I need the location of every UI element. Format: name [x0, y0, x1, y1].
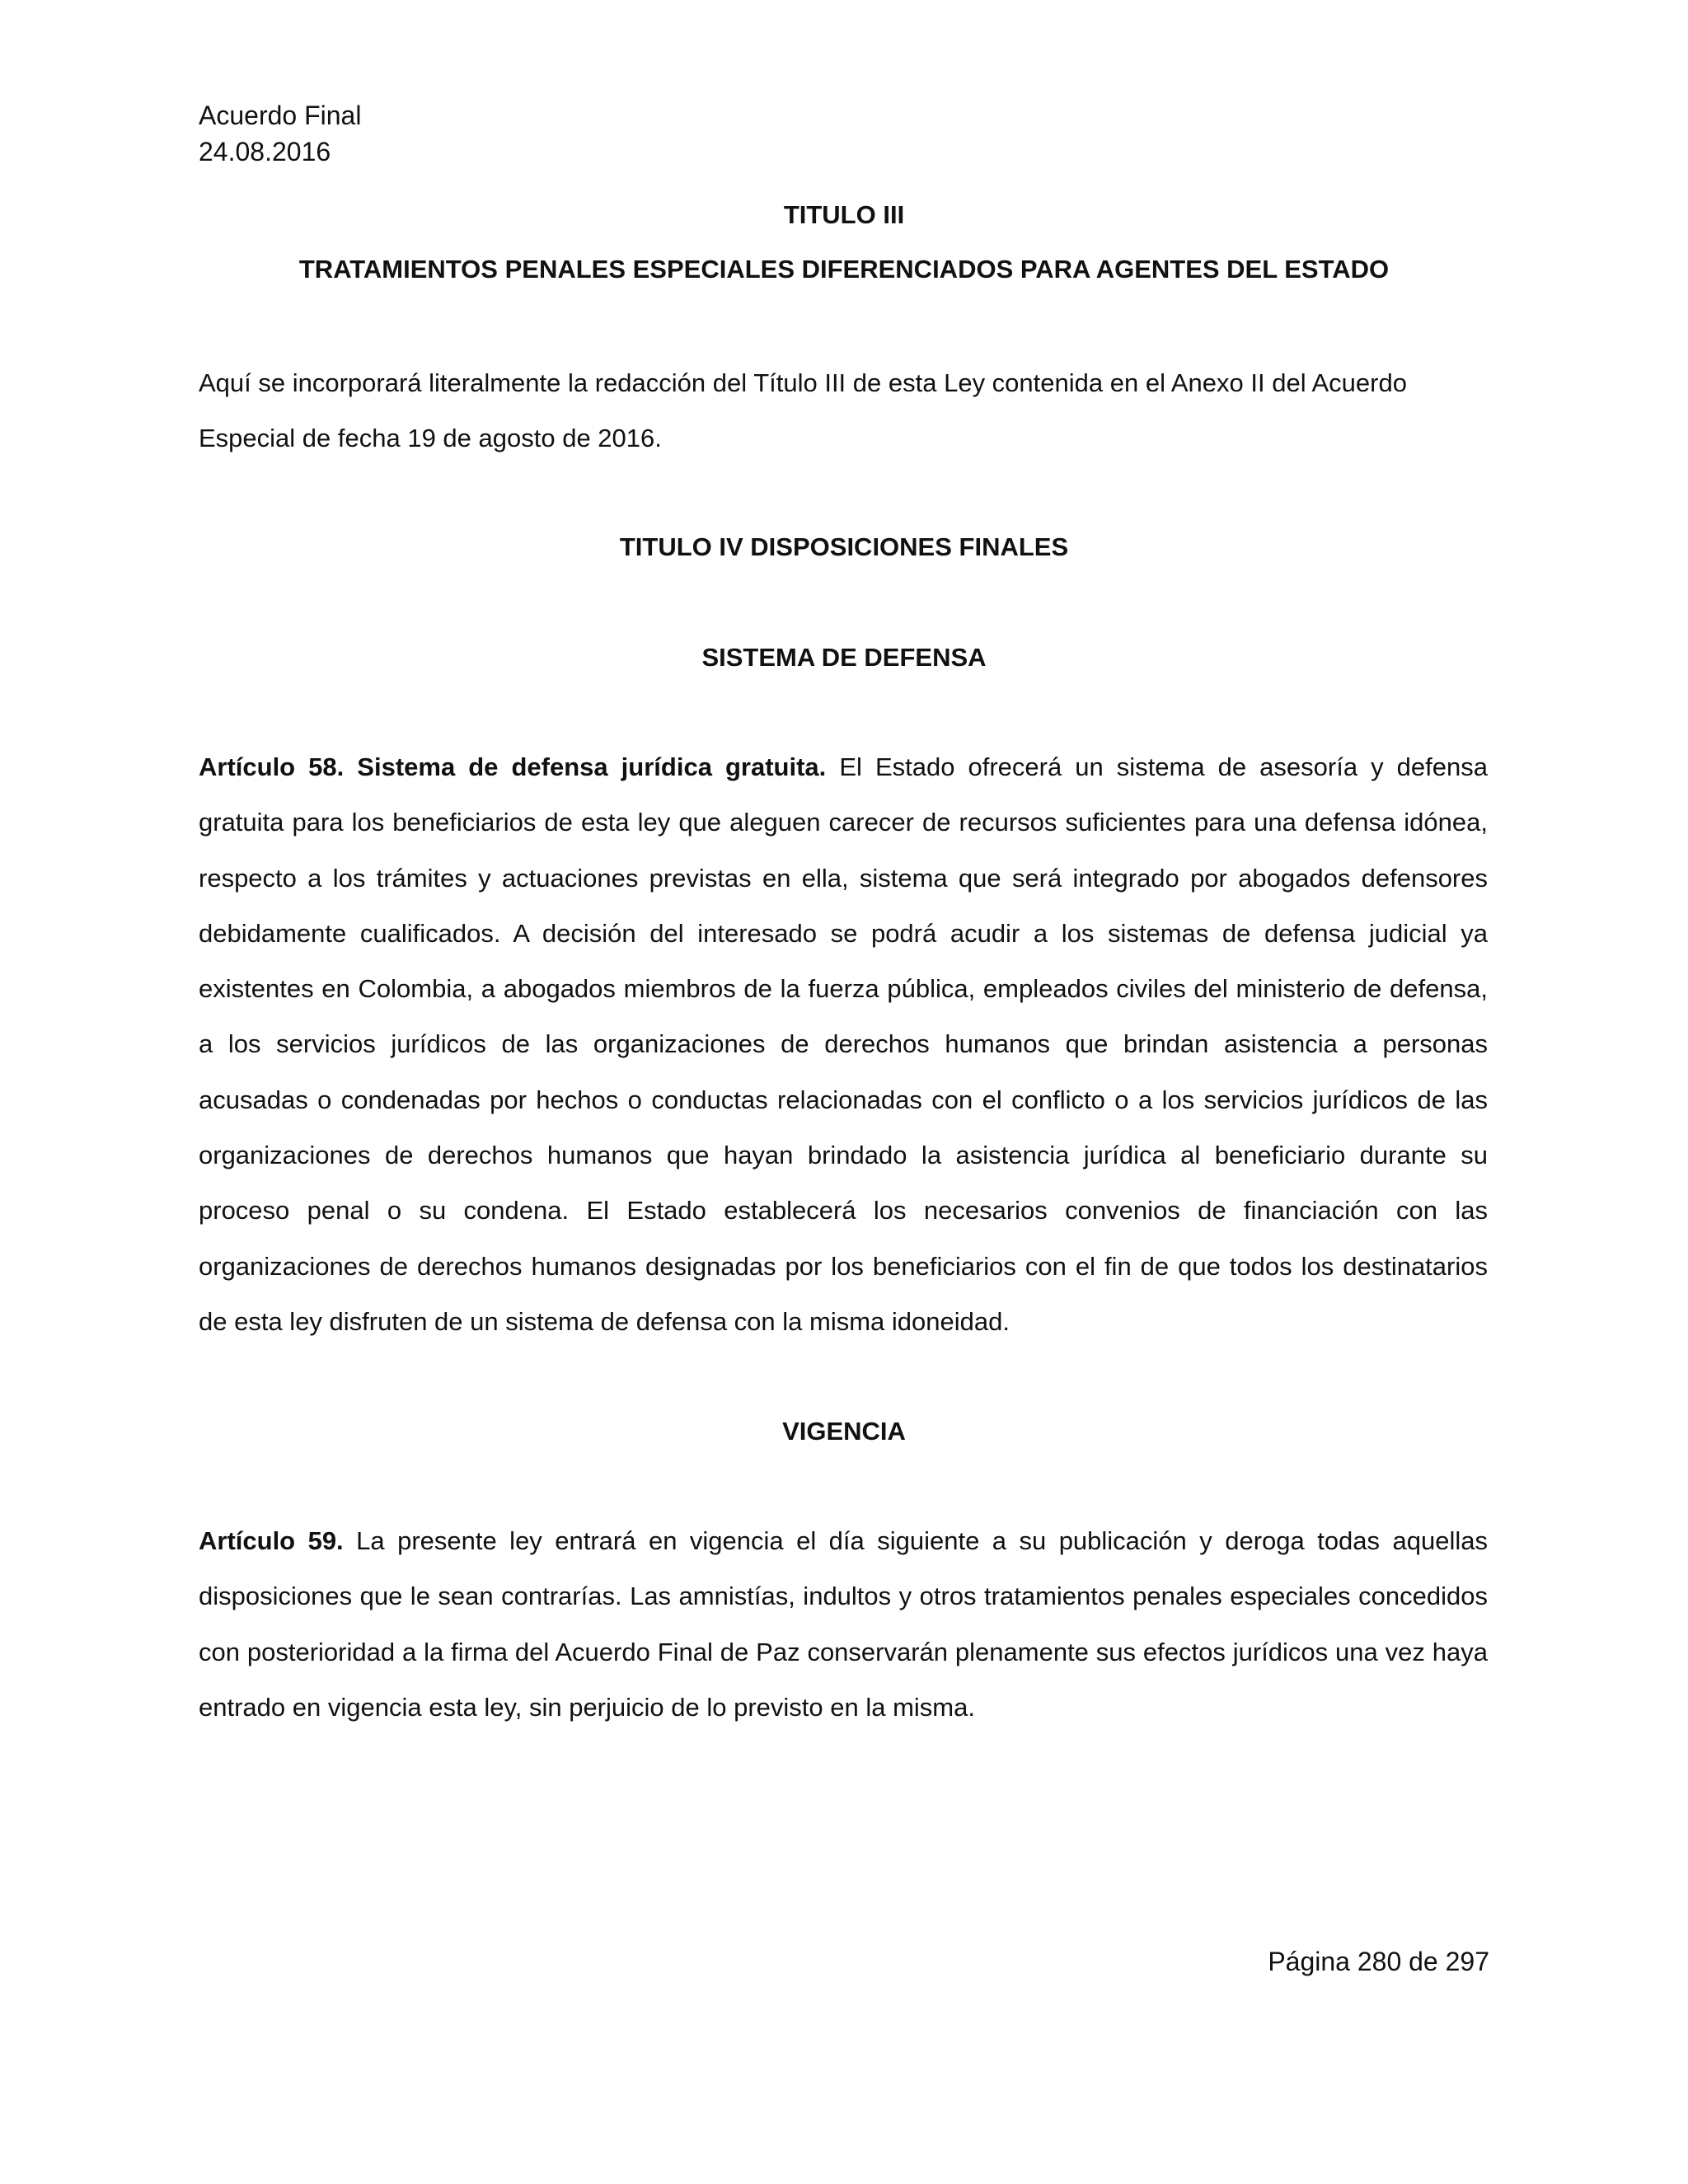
header-date: 24.08.2016 [199, 137, 331, 166]
articulo-58-paragraph [199, 739, 1488, 1349]
articulo-58-text: El Estado ofrecerá un sistema de asesoría y defensa gratuita para los beneficiarios de esta ley que aleguen carecer de recursos suficientes para una defensa idónea, respecto a los trámites y actuaciones previstas en ella, sistema que será integrado por abogados defensores debidamente cualificados. A decisión del interesado se podrá acudir a los sistemas de defensa judicial ya existentes en Colombia, a abogados miembros de la fuerza pública, empleados civiles del ministerio de defensa, a los servicios jurídicos de las organizaciones de derechos humanos que brindan asistencia a personas acusadas o condenadas por hechos o conductas relacionadas con el conflicto o a los servicios jurídicos de las organizaciones de derechos humanos que hayan brindado la asistencia jurídica al beneficiario durante su proceso penal o su condena. El Estado establecerá los necesarios convenios de financiación con las organizaciones de derechos humanos designadas por los beneficiarios con el fin de que todos los destinatarios de esta ley disfruten de un sistema de defensa con la misma idoneidad. [199, 752, 1488, 1336]
titulo-iii-paragraph: Aquí se incorporará literalmente la redacción del Título III de esta Ley contenida en el Anexo II del Acuerdo Especial de fecha 19 de agosto de 2016. [199, 368, 1407, 452]
titulo-iii-subheading: TRATAMIENTOS PENALES ESPECIALES DIFERENCIADOS PARA AGENTES DEL ESTADO [298, 255, 1390, 284]
page-number: Página 280 de 297 [1268, 1947, 1489, 1976]
articulo-59-text: La presente ley entrará en vigencia el día siguiente a su publicación y deroga todas aquellas disposiciones que le sean contrarías. Las amnistías, indultos y otros tratamientos penales especiales concedidos con posterioridad a la firma del Acuerdo Final de Paz conservarán plenamente sus efectos jurídicos una vez haya entrado en vigencia esta ley, sin perjuicio de lo previsto en la misma. [199, 1526, 1488, 1722]
articulo-59-title: Artículo 59. [199, 1526, 344, 1555]
articulo-59-paragraph [199, 1513, 1488, 1735]
sistema-defensa-heading: SISTEMA DE DEFENSA [701, 643, 987, 672]
vigencia-heading: VIGENCIA [782, 1417, 906, 1446]
articulo-58-title: Artículo 58. Sistema de defensa jurídica gratuita. [199, 752, 827, 781]
document-header [199, 97, 361, 170]
titulo-iv-heading: TITULO IV DISPOSICIONES FINALES [619, 532, 1069, 561]
header-title: Acuerdo Final [199, 101, 362, 130]
titulo-iii-heading: TITULO III [783, 200, 905, 229]
